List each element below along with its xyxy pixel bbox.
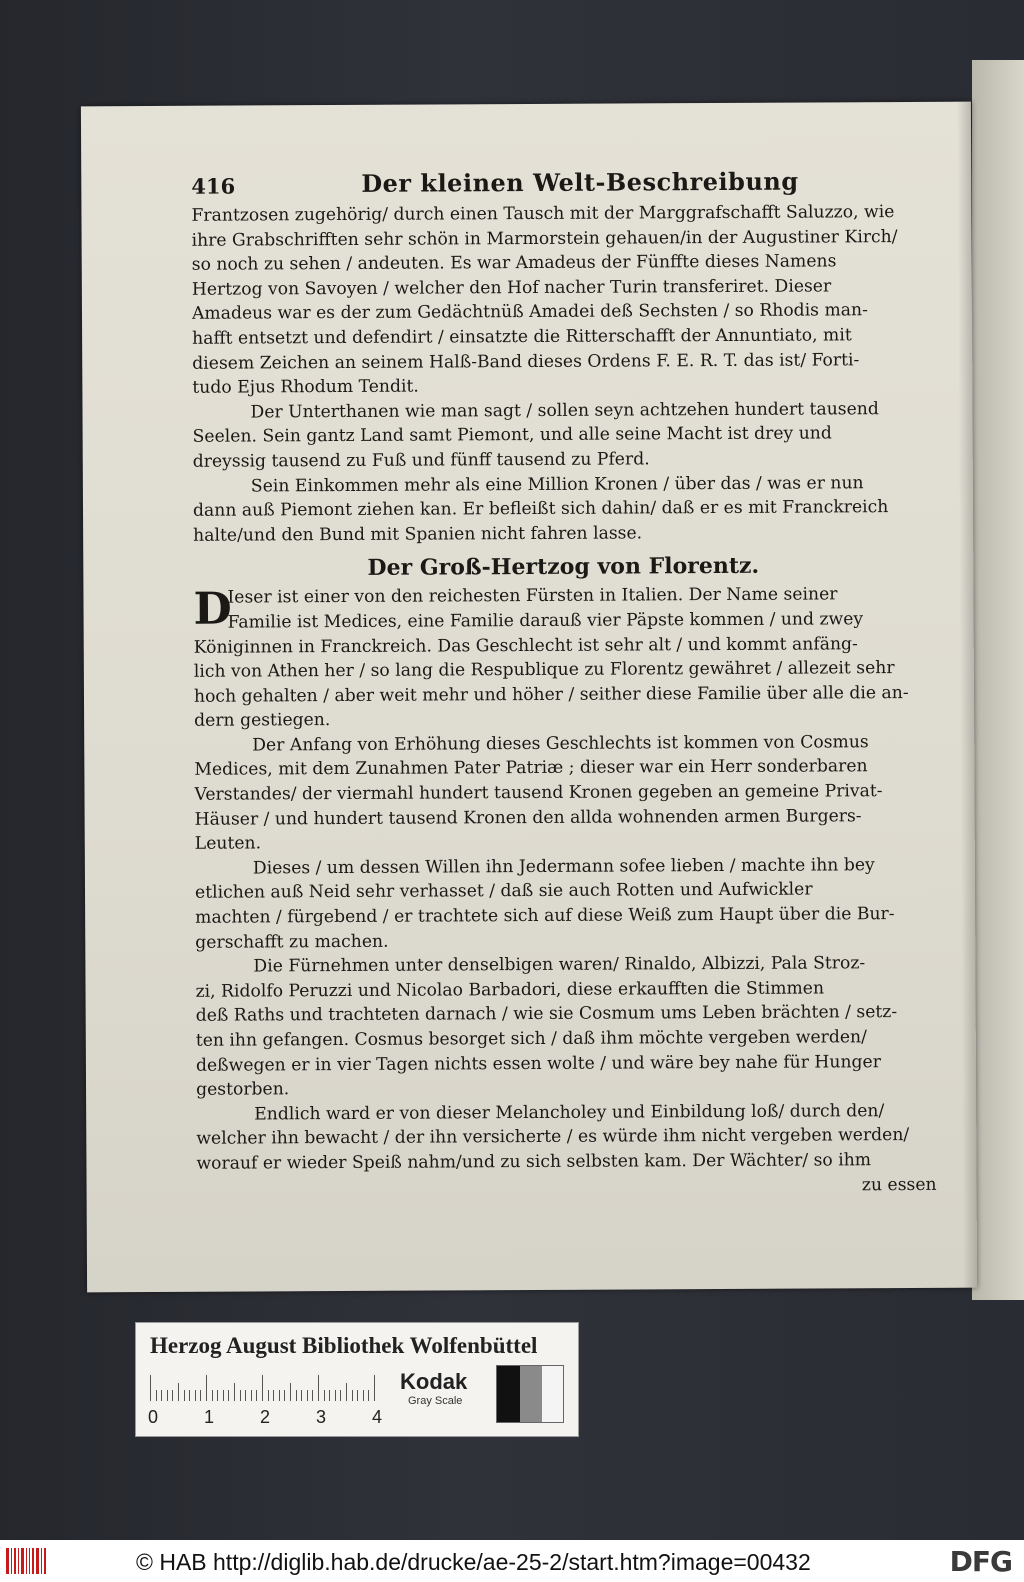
ruler-tick xyxy=(357,1390,358,1401)
running-head: Der kleinen Welt-Beschreibung xyxy=(361,166,799,198)
adjacent-page-edge xyxy=(972,60,1024,1300)
ruler-tick xyxy=(189,1390,190,1401)
ruler-tick xyxy=(223,1390,224,1401)
ruler-tick xyxy=(251,1390,252,1401)
barcode-icon xyxy=(6,1548,48,1574)
ruler-tick xyxy=(363,1390,364,1401)
barcode-bar xyxy=(6,1548,9,1574)
text-line: diesem Zeichen an seinem Halß-Band dieses Ordens F. E. R. T. das ist/ Forti- xyxy=(192,349,860,374)
catchword: zu essen xyxy=(861,1174,937,1195)
text-line: halte/und den Bund mit Spanien nicht fahren lasse. xyxy=(193,523,643,546)
ruler-tick xyxy=(284,1390,285,1401)
barcode-bar xyxy=(29,1548,30,1574)
text-line: Dieses / um dessen Willen ihn Jedermann sofee lieben / machte ihn bey xyxy=(252,855,875,879)
text-line: dern gestiegen. xyxy=(194,710,331,732)
paragraph-2 xyxy=(192,397,932,475)
text-line: machten / fürgebend / er trachtete sich auf diese Weiß zum Haupt über die Bur- xyxy=(195,904,895,928)
ruler-number: 0 xyxy=(148,1407,159,1427)
text-line: gerschafft zu machen. xyxy=(195,931,389,953)
ruler-tick xyxy=(156,1390,157,1401)
section-paragraph-3 xyxy=(195,853,936,955)
ruler-tick xyxy=(273,1390,274,1401)
text-line: Häuser / und hundert tausend Kronen den allda wohnenden armen Burgers- xyxy=(194,805,862,830)
ruler-tick xyxy=(195,1390,196,1401)
ruler-tick xyxy=(240,1390,241,1401)
text-line: welcher ihn bewacht / der ihn versicherte / es würde ihm nicht vergeben werden/ xyxy=(196,1125,910,1150)
ruler-tick xyxy=(228,1390,229,1401)
ruler-tick xyxy=(178,1383,179,1401)
white-swatch xyxy=(542,1366,563,1422)
paragraph-3 xyxy=(193,470,933,548)
kodak-logo: Kodak xyxy=(400,1369,468,1394)
ruler-number: 1 xyxy=(204,1407,215,1427)
section-paragraph-4 xyxy=(195,951,936,1102)
text-line: hoch gehalten / aber weit mehr und höher / seither diese Familie über alle die an- xyxy=(193,682,909,707)
ruler-tick xyxy=(268,1390,269,1401)
barcode-bar xyxy=(11,1548,12,1574)
gray-swatches xyxy=(496,1365,564,1423)
section-paragraph-1 xyxy=(193,582,934,733)
text-line: Leuten. xyxy=(194,833,262,855)
barcode-bar xyxy=(36,1548,39,1574)
text-line: Amadeus war es der zum Gedächtnüß Amadei deß Sechsten / so Rhodis man- xyxy=(191,300,868,325)
ruler-tick xyxy=(368,1390,369,1401)
text-line: zi, Ridolfo Peruzzi und Nicolao Barbadori, diese erkaufften die Stimmen xyxy=(195,978,825,1002)
barcode-bar xyxy=(18,1548,19,1574)
text-line: worauf er wieder Speiß nahm/und zu sich selbsten kam. Der Wächter/ so ihm xyxy=(196,1150,872,1174)
barcode-bar xyxy=(14,1548,16,1574)
text-line: lich von Athen her / so lang die Respublique zu Florentz gewähret / allezeit sehr xyxy=(193,658,895,682)
ruler-tick xyxy=(206,1375,207,1401)
ruler-number: 4 xyxy=(372,1407,383,1427)
barcode-bar xyxy=(44,1548,46,1574)
page-text xyxy=(191,164,936,1201)
gray-swatch xyxy=(520,1366,541,1422)
ruler-tick xyxy=(352,1390,353,1401)
text-line: Königinnen in Franckreich. Das Geschlecht ist sehr alt / und kommt anfäng- xyxy=(193,633,858,658)
black-swatch xyxy=(497,1366,520,1422)
ruler-tick xyxy=(290,1383,291,1401)
book-page xyxy=(81,102,977,1293)
ruler-number: 3 xyxy=(316,1407,327,1427)
text-line: Der Anfang von Erhöhung dieses Geschlechts ist kommen von Cosmus xyxy=(252,732,869,756)
dfg-logo: DFG xyxy=(949,1545,1012,1578)
text-line: tudo Ejus Rhodum Tendit. xyxy=(192,376,419,398)
text-line: Die Fürnehmen unter denselbigen waren/ Rinaldo, Albizzi, Pala Stroz- xyxy=(253,953,866,977)
ruler-tick xyxy=(301,1390,302,1401)
text-line: Frantzosen zugehörig/ durch einen Tausch mit der Marggrafschafft Saluzzo, wie xyxy=(191,202,895,226)
ruler-tick xyxy=(335,1390,336,1401)
ruler-scale xyxy=(150,1375,382,1401)
text-line: Medices, mit dem Zunahmen Pater Patriæ ; dieser war ein Herr sonderbaren xyxy=(194,756,868,781)
page-header xyxy=(191,164,931,198)
section-paragraph-2 xyxy=(194,730,935,857)
page-number: 416 xyxy=(191,173,236,199)
ruler-tick xyxy=(296,1390,297,1401)
ruler-tick xyxy=(307,1390,308,1401)
ruler-tick xyxy=(167,1390,168,1401)
ruler-tick xyxy=(318,1375,319,1401)
ruler-tick xyxy=(172,1390,173,1401)
text-line: Verstandes/ der viermahl hundert tausend Kronen gegeben an gemeine Privat- xyxy=(194,781,883,805)
ruler-tick xyxy=(234,1383,235,1401)
text-line: ihre Grabschrifften sehr schön in Marmorstein gehauen/in der Augustiner Kirch/ xyxy=(191,226,898,251)
text-line: gestorben. xyxy=(196,1079,290,1100)
text-line: Seelen. Sein gantz Land samt Piemont, und alle seine Macht ist drey und xyxy=(192,423,832,448)
ruler-tick xyxy=(329,1390,330,1401)
library-name: Herzog August Bibliothek Wolfenbüttel xyxy=(150,1333,538,1358)
text-line: dann auß Piemont ziehen kan. Er befleißt sich dahin/ daß er es mit Franckreich xyxy=(192,497,889,521)
text-line: Ieser ist einer von den reichesten Fürsten in Italien. Der Name seiner xyxy=(227,584,838,608)
section-paragraph-5 xyxy=(196,1099,937,1201)
section-heading: Der Groß-Hertzog von Florentz. xyxy=(367,553,760,582)
barcode-bar xyxy=(32,1548,34,1574)
ruler-tick xyxy=(184,1390,185,1401)
ruler-tick xyxy=(262,1375,263,1401)
ruler-tick xyxy=(212,1390,213,1401)
ruler-tick xyxy=(150,1375,151,1401)
text-line: hafft entsetzt und defendirt / einsatzte die Ritterschafft der Annuntiato, mit xyxy=(192,325,852,349)
ruler-tick xyxy=(279,1390,280,1401)
paragraph-1 xyxy=(191,200,932,401)
text-line: deß Raths und trachteten darnach / wie sie Cosmum ums Leben brächten / setz- xyxy=(195,1002,898,1027)
ruler-tick xyxy=(346,1383,347,1401)
credit-link[interactable]: © HAB http://diglib.hab.de/drucke/ae-25-2/start.htm?image=00432 xyxy=(136,1549,811,1575)
text-line: Der Unterthanen wie man sagt / sollen seyn achtzehen hundert tausend xyxy=(250,398,879,423)
ruler-tick xyxy=(161,1390,162,1401)
text-line: Familie ist Medices, eine Familie darauß vier Päpste kommen / und zwey xyxy=(227,609,864,633)
text-line: ten ihn gefangen. Cosmus besorget sich / daß ihm möchte vergeben werden/ xyxy=(195,1027,867,1051)
ruler-tick xyxy=(312,1390,313,1401)
ruler-tick xyxy=(245,1390,246,1401)
barcode-bar xyxy=(26,1548,27,1574)
ruler-tick xyxy=(374,1375,375,1401)
ruler-tick xyxy=(200,1390,201,1401)
gray-scale-label: Gray Scale xyxy=(408,1395,463,1407)
drop-cap: D xyxy=(193,583,232,636)
ruler-number: 2 xyxy=(260,1407,271,1427)
dropcap-block xyxy=(193,582,933,635)
text-line: Sein Einkommen mehr als eine Million Kronen / über das / was er nun xyxy=(250,472,864,496)
ruler-tick xyxy=(324,1390,325,1401)
ruler-tick xyxy=(340,1390,341,1401)
footer-bar xyxy=(0,1540,1024,1582)
text-line: Hertzog von Savoyen / welcher den Hof nacher Turin transferiret. Dieser xyxy=(191,276,832,300)
text-line: dreyssig tausend zu Fuß und fünff tausend zu Pferd. xyxy=(192,449,650,472)
barcode-bar xyxy=(41,1548,42,1574)
text-line: deßwegen er in vier Tagen nichts essen wolte / und wäre bey nahe für Hunger xyxy=(195,1051,881,1076)
text-line: etlichen auß Neid sehr verhasset / daß sie auch Rotten und Aufwickler xyxy=(194,879,813,904)
ruler-numbers xyxy=(148,1407,388,1427)
ruler-tick xyxy=(256,1390,257,1401)
color-calibration-card xyxy=(135,1322,579,1437)
text-line: Endlich ward er von dieser Melancholey und Einbildung loß/ durch den/ xyxy=(254,1100,885,1125)
barcode-bar xyxy=(21,1548,24,1574)
ruler-tick xyxy=(217,1390,218,1401)
text-line: so noch zu sehen / andeuten. Es war Amadeus der Fünffte dieses Namens xyxy=(191,251,837,275)
